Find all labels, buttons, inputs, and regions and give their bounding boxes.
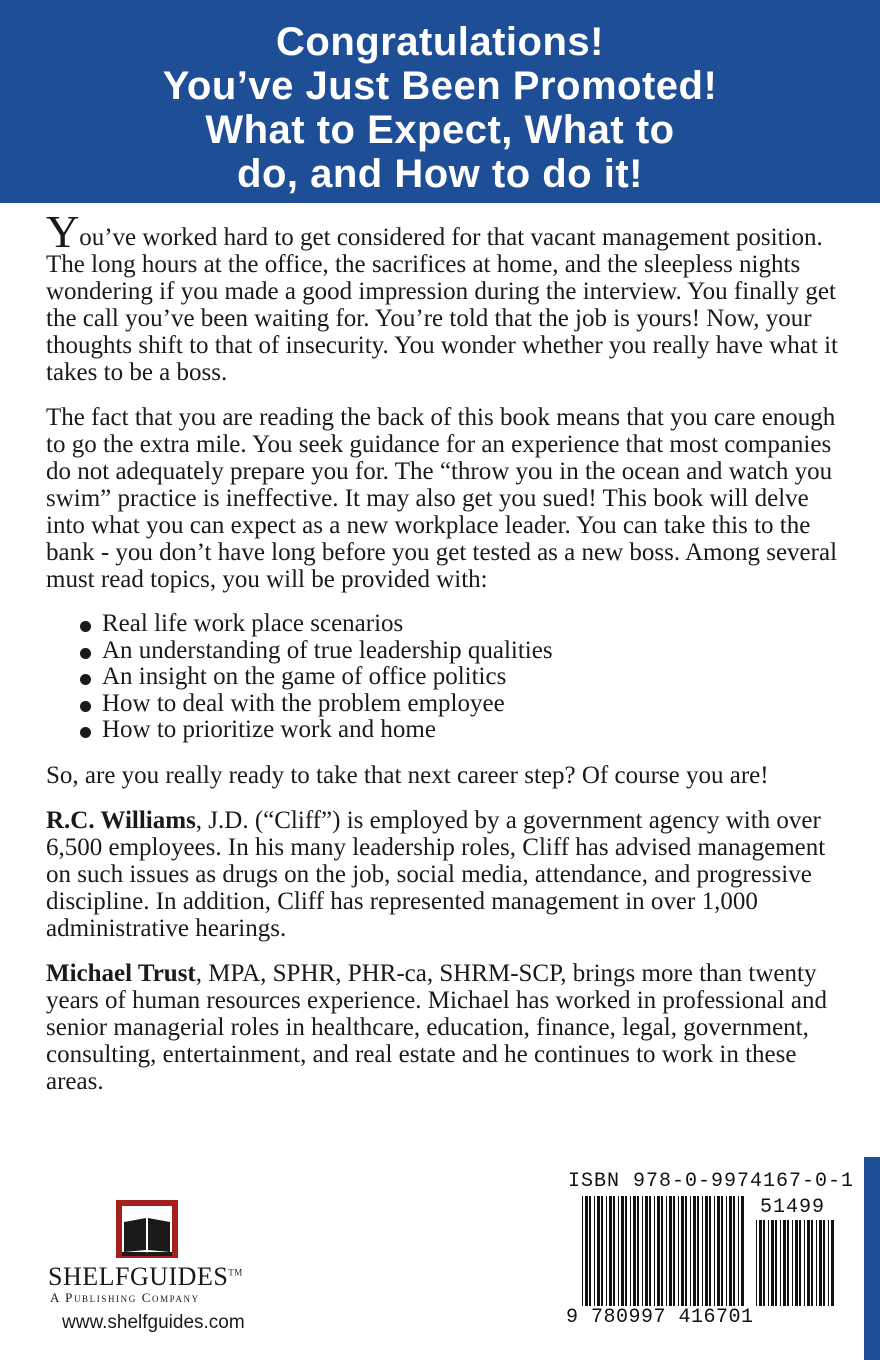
- barcode-bar: [729, 1196, 732, 1308]
- barcode-bar: [775, 1220, 777, 1306]
- barcode-bar: [795, 1220, 798, 1306]
- barcode-bar: [666, 1196, 667, 1308]
- bullet-icon: [80, 727, 91, 738]
- barcode-bar: [609, 1196, 612, 1308]
- barcode-bar: [717, 1196, 720, 1308]
- title-line-1: Congratulations!: [276, 20, 604, 64]
- barcode-bar: [771, 1220, 774, 1306]
- barcode-bar: [661, 1196, 663, 1308]
- spine-edge-bar: [864, 1157, 880, 1360]
- barcode-bar: [625, 1196, 627, 1308]
- barcode-bar: [618, 1196, 619, 1308]
- barcode-bar: [799, 1220, 801, 1306]
- bullet-icon: [80, 701, 91, 712]
- author-bio-trust: [46, 960, 846, 1095]
- open-book-logo-icon: [110, 1198, 184, 1260]
- barcode-bar: [783, 1220, 786, 1306]
- title-line-4: do, and How to do it!: [237, 152, 643, 196]
- barcode-bar: [621, 1196, 624, 1308]
- barcode-bar: [633, 1196, 636, 1308]
- barcode-bar: [642, 1196, 643, 1308]
- barcode-bar: [726, 1196, 727, 1308]
- publisher-url: www.shelfguides.com: [62, 1312, 245, 1333]
- barcode-digits: 9 780997 416701: [566, 1306, 754, 1329]
- barcode-bar: [831, 1220, 834, 1306]
- barcode-bar: [792, 1220, 793, 1306]
- price-barcode: [756, 1220, 838, 1326]
- barcode-bar: [819, 1220, 822, 1306]
- barcode-bar: [756, 1220, 757, 1306]
- barcode-bar: [654, 1196, 655, 1308]
- barcode-bar: [597, 1196, 600, 1308]
- barcode-bar: [589, 1196, 591, 1308]
- barcode-bar: [685, 1196, 687, 1308]
- barcode-bar: [613, 1196, 615, 1308]
- bullet-icon: [80, 674, 91, 685]
- barcode-bar: [741, 1196, 744, 1308]
- barcode-bar: [637, 1196, 639, 1308]
- barcode-bar: [669, 1196, 672, 1308]
- barcode-bar: [649, 1196, 651, 1308]
- barcode-bar: [733, 1196, 735, 1308]
- barcode-bar: [709, 1196, 711, 1308]
- barcode-bar: [811, 1220, 813, 1306]
- list-item: How to deal with the problem employee: [78, 691, 846, 718]
- bullet-icon: [80, 621, 91, 632]
- barcode-bar: [759, 1220, 762, 1306]
- list-item: An insight on the game of office politics: [78, 664, 846, 691]
- price-code: 51499: [760, 1196, 826, 1219]
- barcode-bar: [780, 1220, 781, 1306]
- description-paragraph: The fact that you are reading the back of this book means that you care enough to go the extra mile. You seek guidance for an experience that most companies do not adequately prepare you for. The “throw you in the ocean and watch you swim” practice is ineffective. It may also get you sued! This book will delve into what you can expect as a new workplace leader. You can take this to the bank - you don’t have long before you get tested as a new boss. Among several must read topics, you will be provided with:: [46, 404, 838, 593]
- barcode-bar: [787, 1220, 789, 1306]
- barcode-bar: [681, 1196, 684, 1308]
- trademark-symbol: TM: [228, 1267, 243, 1278]
- barcode-bar: [673, 1196, 675, 1308]
- barcode-bar: [823, 1220, 825, 1306]
- barcode-bar: [693, 1196, 696, 1308]
- barcode-bar: [721, 1196, 723, 1308]
- author-name: R.C. Williams: [46, 806, 196, 834]
- closing-line: So, are you really ready to take that next career step? Of course you are!: [46, 761, 769, 789]
- book-title: [0, 20, 880, 196]
- drop-cap: Y: [46, 206, 80, 257]
- title-line-3: What to Expect, What to: [205, 108, 675, 152]
- barcode-bar: [645, 1196, 648, 1308]
- barcode-bar: [738, 1196, 739, 1308]
- barcode-bar: [585, 1196, 588, 1308]
- barcode-bar: [828, 1220, 829, 1306]
- barcode-bar: [678, 1196, 679, 1308]
- author-bio-williams: [46, 807, 846, 942]
- barcode-bar: [697, 1196, 699, 1308]
- barcode-bar: [582, 1196, 583, 1308]
- barcode-bar: [601, 1196, 603, 1308]
- barcode-bar: [705, 1196, 708, 1308]
- barcode-bar: [657, 1196, 660, 1308]
- list-item: How to prioritize work and home: [78, 717, 846, 744]
- intro-text: ou’ve worked hard to get considered for that vacant management position. The long hours at the office, the sacrifices at home, and the sleepless nights wondering if you made a good impression during the interview. You finally get the call you’ve been waiting for. You’re told that the job is yours! Now, your thoughts shift to that of insecurity. You wonder whether you really have what it takes to be a boss.: [46, 224, 838, 386]
- author-bio-text: , MPA, SPHR, PHR-ca, SHRM-SCP, brings more than twenty years of human resources experience. Michael has worked in professional and senior managerial roles in healthcare, education, finance, legal, government, consulting, entertainment, and real estate and he continues to work in these areas.: [46, 959, 827, 1095]
- bullet-icon: [80, 648, 91, 659]
- barcode-bar: [702, 1196, 703, 1308]
- isbn-number: ISBN 978-0-9974167-0-1: [568, 1170, 855, 1193]
- back-cover-copy: [46, 206, 846, 1113]
- barcode-bar: [630, 1196, 631, 1308]
- barcode-bar: [594, 1196, 595, 1308]
- barcode-bar: [763, 1220, 765, 1306]
- barcode-bar: [690, 1196, 691, 1308]
- barcode-bar: [714, 1196, 715, 1308]
- title-line-2: You’ve Just Been Promoted!: [162, 64, 718, 108]
- barcode-bar: [816, 1220, 817, 1306]
- barcode-bar: [804, 1220, 805, 1306]
- author-name: Michael Trust: [46, 959, 196, 987]
- list-item: Real life work place scenarios: [78, 611, 846, 638]
- title-banner: [0, 0, 880, 203]
- publisher-tagline: A Publishing Company: [50, 1290, 200, 1305]
- barcode-bar: [606, 1196, 607, 1308]
- barcode-bar: [807, 1220, 810, 1306]
- intro-paragraph: [46, 206, 846, 386]
- author-bio-text: , J.D. (“Cliff”) is employed by a government agency with over 6,500 employees. In his many leadership roles, Cliff has advised management on such issues as drugs on the job, social media, attendance, and progressive discipline. In addition, Cliff has represented management in over 1,000 administrative hearings.: [46, 806, 826, 942]
- list-item: An understanding of true leadership qualities: [78, 638, 846, 665]
- publisher-name: SHELFGUIDES™: [48, 1262, 243, 1291]
- topics-list: [46, 611, 846, 744]
- barcode-bar: [768, 1220, 769, 1306]
